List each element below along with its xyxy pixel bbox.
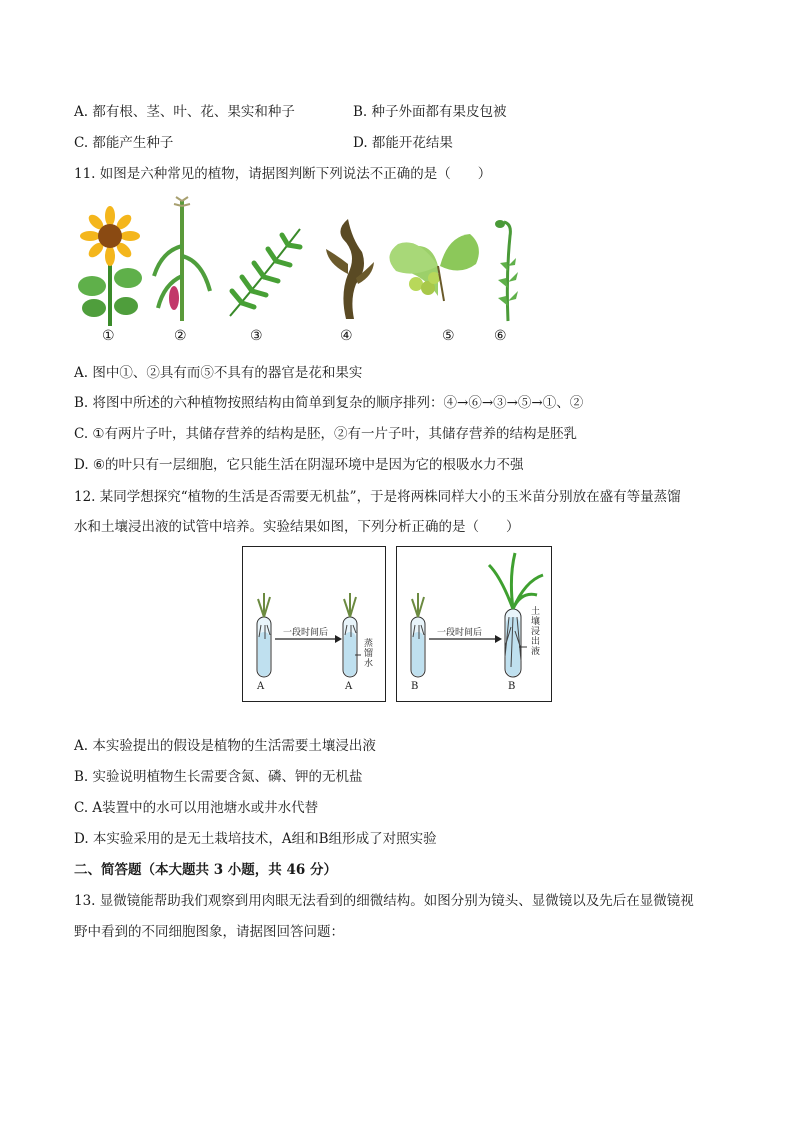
q12-stem-line2: 水和土壤浸出液的试管中培养。实验结果如图，下列分析正确的是（ ） — [74, 519, 520, 535]
plant-label-5: ⑤ — [442, 328, 455, 344]
algae-image — [318, 214, 378, 324]
tube-b2-label: B — [508, 681, 516, 692]
q13-stem-line1: 13. 显微镜能帮助我们观察到用肉眼无法看到的细微结构。如图分别为镜头、显微镜以及先后在显微镜视 — [74, 893, 694, 909]
tube-a-drawing — [243, 547, 385, 701]
q12-option-b: B. 实验说明植物生长需要含氮、磷、钾的无机盐 — [74, 769, 363, 785]
tube-a2-label: A — [345, 681, 353, 692]
q11-option-b: B. 将图中所述的六种植物按照结构由简单到复杂的顺序排列：④→⑥→③→⑤→①、② — [74, 395, 584, 411]
moss-image — [486, 216, 526, 326]
fern-image — [220, 221, 310, 321]
q11-option-a: A. 图中①、②具有而⑤不具有的器官是花和果实 — [74, 365, 363, 381]
q10-option-b: B. 种子外面都有果皮包被 — [353, 104, 507, 120]
q11-option-c: C. ①有两片子叶，其储存营养的结构是胚，②有一片子叶，其储存营养的结构是胚乳 — [74, 426, 578, 442]
q12-option-a: A. 本实验提出的假设是植物的生活需要土壤浸出液 — [74, 738, 376, 754]
tube-b-label: B — [411, 681, 419, 692]
section-heading: 二、简答题（本大题共 3 小题，共 46 分） — [74, 862, 337, 878]
plant-label-6: ⑥ — [494, 328, 507, 344]
plant-label-1: ① — [102, 328, 115, 344]
liquid-b-label: 土壤浸出液 — [531, 607, 541, 657]
liquid-a-label: 蒸馏水 — [364, 639, 374, 669]
q10-option-d: D. 都能开花结果 — [353, 135, 453, 151]
q11-option-d: D. ⑥的叶只有一层细胞，它只能生活在阴湿环境中是因为它的根吸水力不强 — [74, 457, 524, 473]
q12-stem-line1: 12. 某同学想探究“植物的生活是否需要无机盐”，于是将两株同样大小的玉米苗分别放在盛有等量蒸馏 — [74, 489, 681, 505]
arrow-label-b: 一段时间后 — [437, 628, 483, 638]
q10-option-a: A. 都有根、茎、叶、花、果实和种子 — [74, 104, 295, 120]
sunflower-image — [74, 206, 144, 326]
q12-option-d: D. 本实验采用的是无土栽培技术，A组和B组形成了对照实验 — [74, 831, 437, 847]
q12-option-c: C. A装置中的水可以用池塘水或井水代替 — [74, 800, 319, 816]
arrow-label-a: 一段时间后 — [283, 628, 329, 638]
plants-figure — [70, 196, 540, 344]
experiment-panel-b — [396, 546, 552, 702]
experiment-panel-a — [242, 546, 386, 702]
ginkgo-image — [378, 216, 488, 306]
plant-label-2: ② — [174, 328, 187, 344]
q11-stem: 11. 如图是六种常见的植物，请据图判断下列说法不正确的是（ ） — [74, 166, 492, 182]
tube-a-label: A — [257, 681, 265, 692]
plant-label-4: ④ — [340, 328, 353, 344]
q13-stem-line2: 野中看到的不同细胞图象，请据图回答问题： — [74, 924, 344, 940]
tube-b-drawing — [397, 547, 551, 701]
plant-label-3: ③ — [250, 328, 263, 344]
corn-image — [152, 196, 212, 326]
q10-option-c: C. 都能产生种子 — [74, 135, 174, 151]
